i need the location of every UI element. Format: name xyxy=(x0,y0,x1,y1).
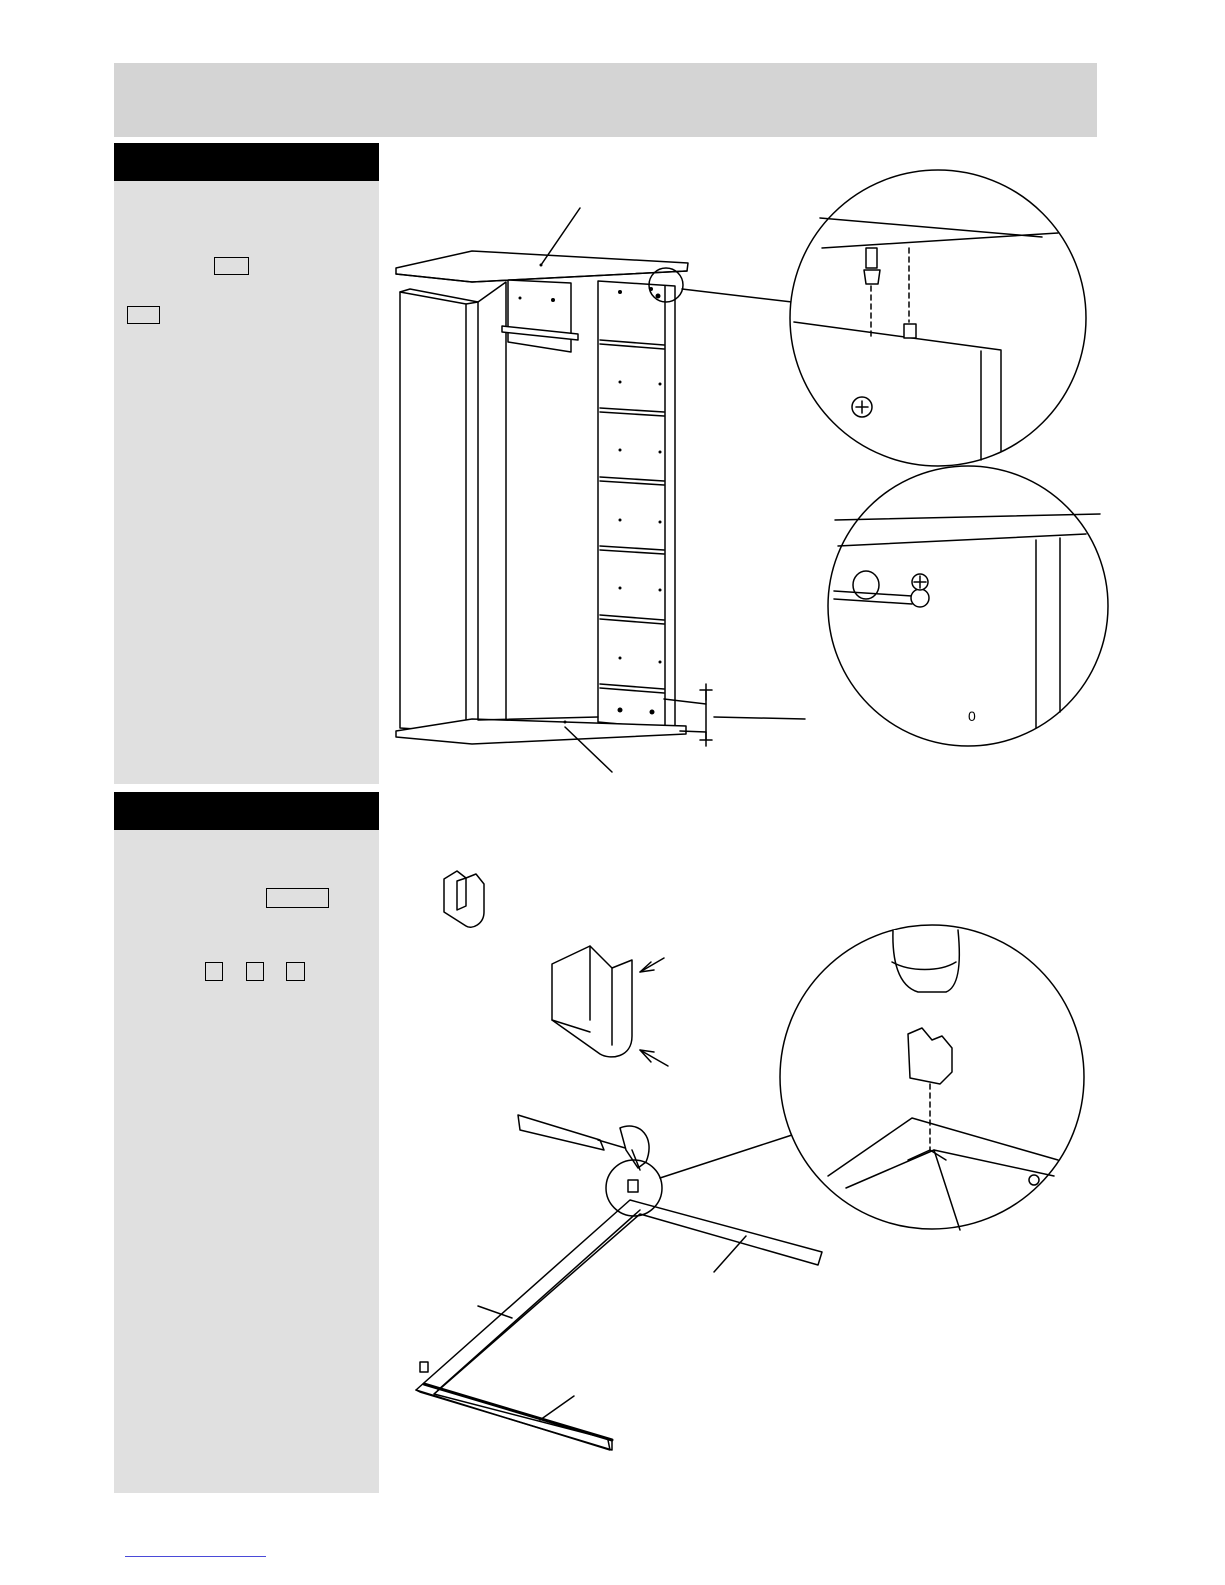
corner-block-large-icon xyxy=(552,946,668,1066)
wardrobe-carcass-illustration xyxy=(396,208,805,772)
footer-link-line xyxy=(125,1556,266,1557)
detail-circle-cam-screw xyxy=(828,466,1108,746)
detail-circle-corner-block xyxy=(780,925,1084,1230)
hammer-icon xyxy=(518,1115,649,1170)
plinth-frame xyxy=(416,1135,822,1450)
detail-label: 0 xyxy=(968,708,976,724)
corner-block-small-icon xyxy=(444,871,484,927)
detail-circle-dowel xyxy=(790,170,1086,466)
